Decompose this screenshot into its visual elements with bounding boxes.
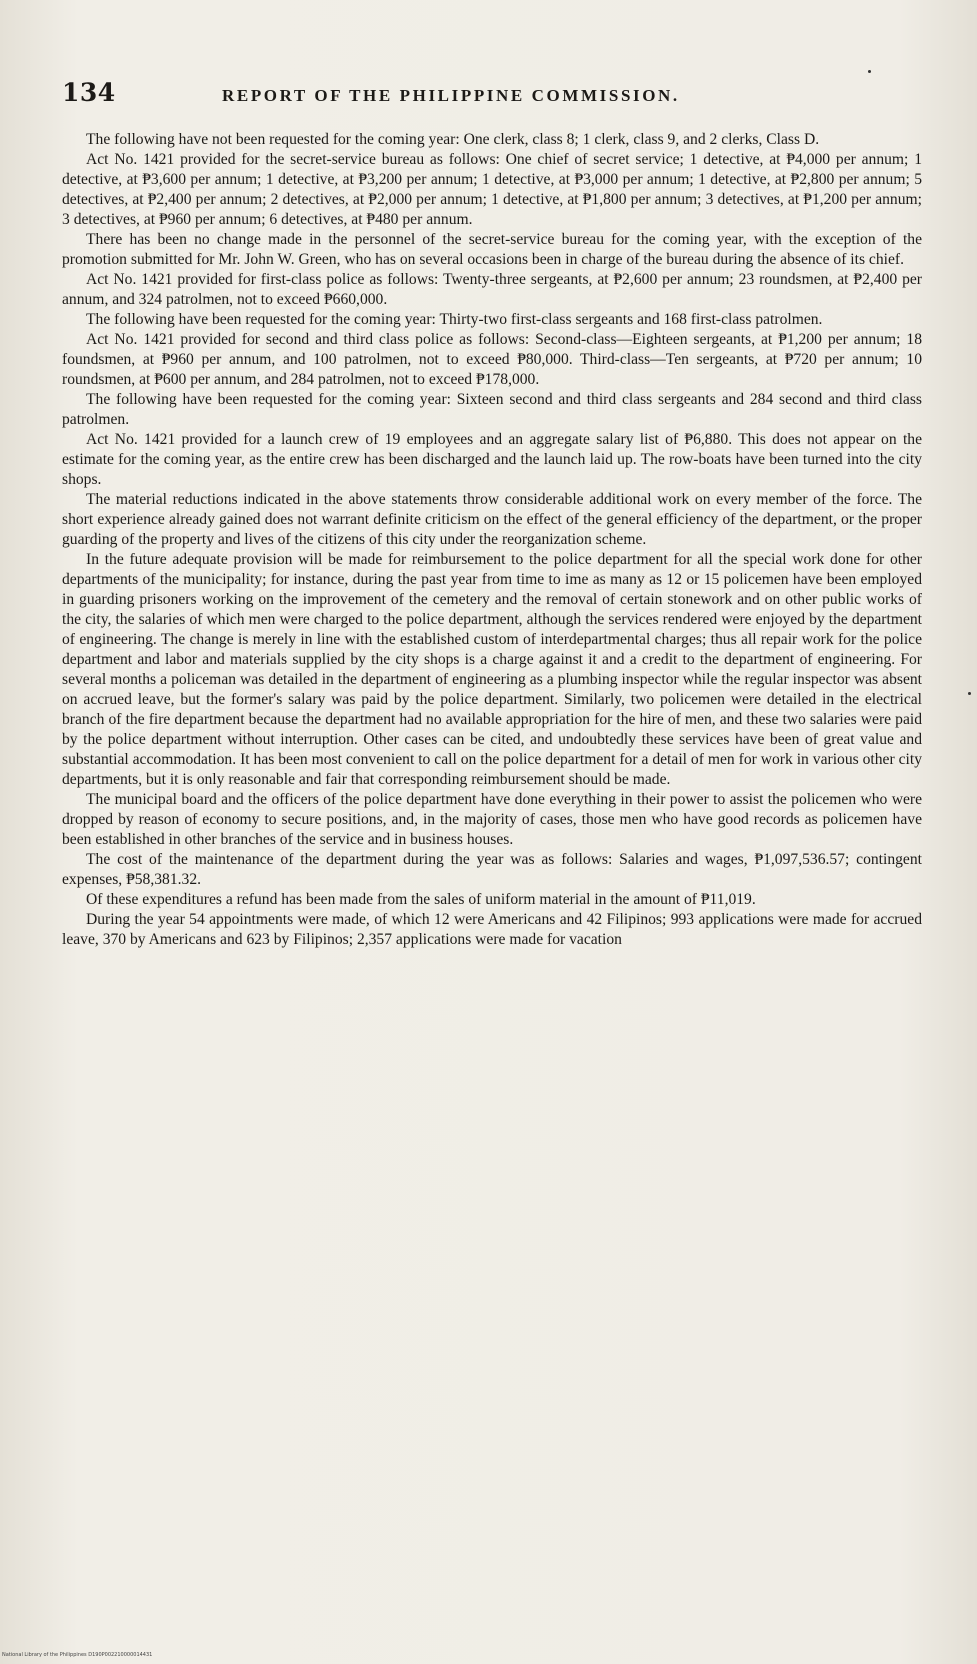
footer-credit: National Library of the Philippines D190P002210000014431 xyxy=(2,1652,153,1658)
paragraph: Act No. 1421 provided for the secret-service bureau as follows: One chief of secret service; 1 detective, at ₱4,000 per annum; 1 detective, at ₱3,600 per annum; 1 detective, at ₱3,200 per annum; 1 detective, at ₱3,000 per annum; 1 detective, at ₱2,800 per annum; 5 detectives, at ₱2,400 per annum; 2 detectives, at ₱2,000 per annum; 1 detective, at ₱1,800 per annum; 3 detectives, at ₱1,200 per annum; 3 detectives, at ₱960 per annum; 6 detectives, at ₱480 per annum. xyxy=(62,151,922,228)
running-title: REPORT OF THE PHILIPPINE COMMISSION. xyxy=(222,86,680,105)
paragraph: The cost of the maintenance of the department during the year was as follows: Salaries and wages, ₱1,097,536.57; contingent expenses, ₱58,381.32. xyxy=(62,851,922,888)
body-text xyxy=(62,130,922,950)
page-header xyxy=(62,78,922,118)
paragraph: Act No. 1421 provided for a launch crew of 19 employees and an aggregate salary list of ₱6,880. This does not appear on the estimate for the coming year, as the entire crew has been discharged and the launch laid up. The row-boats have been turned into the city shops. xyxy=(62,431,922,488)
paragraph: The following have not been requested for the coming year: One clerk, class 8; 1 clerk, class 9, and 2 clerks, Class D. xyxy=(86,131,820,148)
paragraph: In the future adequate provision will be made for reimbursement to the police department for all the special work done for other departments of the municipality; for instance, during the past year from time to ime as many as 12 or 15 policemen have been employed in guarding prisoners working on the improvement of the cemetery and the removal of certain stonework and on other public works of the city, the salaries of which men were charged to the police department, although the services rendered were enjoyed by the department of engineering. The change is merely in line with the established custom of interdepartmental charges; thus all repair work for the police department and labor and materials supplied by the city shops is a charge against it and a credit to the department of engineering. For several months a policeman was detailed in the department of engineering as a plumbing inspector while the regular inspector was absent on accrued leave, but the former's salary was paid by the police department. Similarly, two policemen were detailed in the electrical branch of the fire department because the department had no available appropriation for the hire of men, and these two salaries were paid by the police department without interruption. Other cases can be cited, and undoubtedly these services have been of great value and substantial accommodation. It has been most convenient to call on the police department for a detail of men for work in various other city departments, but it is only reasonable and fair that corresponding reimbursement should be made. xyxy=(62,551,922,788)
paragraph: During the year 54 appointments were made, of which 12 were Americans and 42 Filipinos; 993 applications were made for accrued leave, 370 by Americans and 623 by Filipinos; 2,357 applications were made for vacation xyxy=(62,911,922,948)
paragraph: The material reductions indicated in the above statements throw considerable additional work on every member of the force. The short experience already gained does not warrant definite criticism on the effect of the general efficiency of the department, or the proper guarding of the property and lives of the citizens of this city under the reorganization scheme. xyxy=(62,491,922,548)
speck-mark xyxy=(968,692,971,695)
paragraph: The municipal board and the officers of the police department have done everything in their power to assist the policemen who were dropped by reason of economy to secure positions, and, in the majority of cases, those men who have good records as policemen have been established in other branches of the service and in business houses. xyxy=(62,791,922,848)
paragraph: The following have been requested for the coming year: Sixteen second and third class sergeants and 284 second and third class patrolmen. xyxy=(62,391,922,428)
paragraph: Act No. 1421 provided for first-class police as follows: Twenty-three sergeants, at ₱2,600 per annum; 23 roundsmen, at ₱2,400 per annum, and 324 patrolmen, not to exceed ₱660,000. xyxy=(62,271,922,308)
paragraph: There has been no change made in the personnel of the secret-service bureau for the coming year, with the exception of the promotion submitted for Mr. John W. Green, who has on several occasions been in charge of the bureau during the absence of its chief. xyxy=(62,231,922,268)
page-number: 134 xyxy=(62,78,116,107)
speck-mark xyxy=(868,70,871,73)
paragraph: Of these expenditures a refund has been made from the sales of uniform material in the amount of ₱11,019. xyxy=(86,891,756,908)
paragraph: Act No. 1421 provided for second and third class police as follows: Second-class—Eighteen sergeants, at ₱1,200 per annum; 18 foundsmen, at ₱960 per annum, and 100 patrolmen, not to exceed ₱80,000. Third-class—Ten sergeants, at ₱720 per annum; 10 roundsmen, at ₱600 per annum, and 284 patrolmen, not to exceed ₱178,000. xyxy=(62,331,922,388)
paragraph: The following have been requested for the coming year: Thirty-two first-class sergeants and 168 first-class patrolmen. xyxy=(86,311,823,328)
